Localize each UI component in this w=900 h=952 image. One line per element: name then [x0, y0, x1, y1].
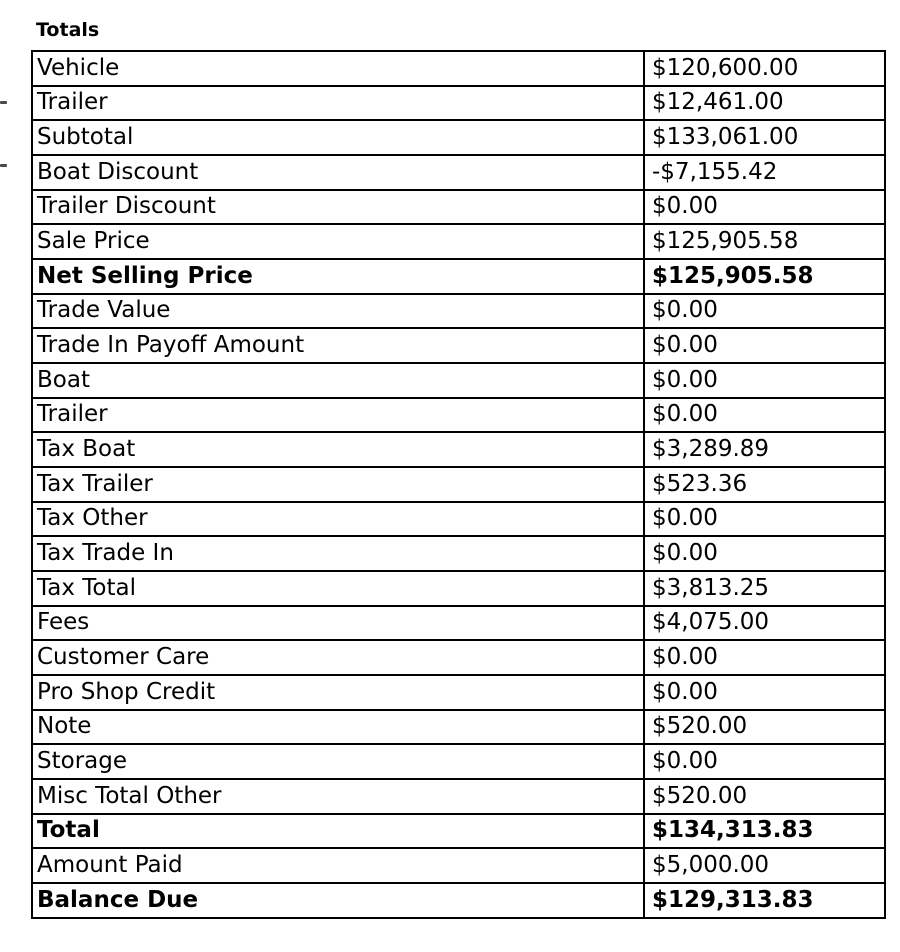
row-value-cell: $5,000.00	[644, 848, 885, 883]
table-row	[32, 120, 885, 155]
table-row	[32, 848, 885, 883]
row-label-cell: Vehicle	[32, 51, 644, 86]
table-row	[32, 536, 885, 571]
totals-table-body	[32, 51, 885, 918]
row-label-cell: Fees	[32, 606, 644, 641]
totals-section-title: Totals	[36, 19, 100, 41]
row-value-cell: $0.00	[644, 675, 885, 710]
row-value-cell: $133,061.00	[644, 120, 885, 155]
table-row	[32, 640, 885, 675]
table-row	[32, 328, 885, 363]
table-row	[32, 86, 885, 121]
table-row	[32, 224, 885, 259]
row-label-cell: Tax Trade In	[32, 536, 644, 571]
row-label-cell: Amount Paid	[32, 848, 644, 883]
row-label-cell: Tax Total	[32, 571, 644, 606]
table-row	[32, 467, 885, 502]
row-value-cell: $520.00	[644, 710, 885, 745]
table-row	[32, 190, 885, 225]
left-edge-tick-mark	[0, 164, 7, 167]
table-row	[32, 432, 885, 467]
table-row	[32, 155, 885, 190]
row-value-cell: $0.00	[644, 640, 885, 675]
row-value-cell: $125,905.58	[644, 224, 885, 259]
row-value-cell: $3,813.25	[644, 571, 885, 606]
row-value-cell: $520.00	[644, 779, 885, 814]
table-row	[32, 744, 885, 779]
row-value-cell: $134,313.83	[644, 814, 885, 849]
table-row	[32, 779, 885, 814]
row-label-cell: Total	[32, 814, 644, 849]
table-row	[32, 502, 885, 537]
row-label-cell: Trailer	[32, 86, 644, 121]
row-value-cell: $0.00	[644, 294, 885, 329]
table-row	[32, 675, 885, 710]
row-label-cell: Boat Discount	[32, 155, 644, 190]
row-value-cell: $0.00	[644, 328, 885, 363]
row-label-cell: Pro Shop Credit	[32, 675, 644, 710]
row-label-cell: Sale Price	[32, 224, 644, 259]
row-value-cell: $125,905.58	[644, 259, 885, 294]
left-edge-tick-mark	[0, 101, 7, 104]
row-value-cell: $523.36	[644, 467, 885, 502]
row-label-cell: Tax Trailer	[32, 467, 644, 502]
table-row	[32, 363, 885, 398]
row-label-cell: Trade In Payoff Amount	[32, 328, 644, 363]
table-row	[32, 710, 885, 745]
table-row	[32, 571, 885, 606]
row-label-cell: Tax Other	[32, 502, 644, 537]
row-value-cell: $0.00	[644, 190, 885, 225]
totals-table	[31, 50, 886, 919]
row-value-cell: $0.00	[644, 363, 885, 398]
row-value-cell: $12,461.00	[644, 86, 885, 121]
row-label-cell: Storage	[32, 744, 644, 779]
row-label-cell: Balance Due	[32, 883, 644, 918]
table-row	[32, 51, 885, 86]
row-label-cell: Note	[32, 710, 644, 745]
row-value-cell: -$7,155.42	[644, 155, 885, 190]
row-label-cell: Subtotal	[32, 120, 644, 155]
row-value-cell: $0.00	[644, 398, 885, 433]
row-label-cell: Boat	[32, 363, 644, 398]
row-value-cell: $0.00	[644, 502, 885, 537]
row-value-cell: $0.00	[644, 744, 885, 779]
row-label-cell: Tax Boat	[32, 432, 644, 467]
row-label-cell: Trade Value	[32, 294, 644, 329]
table-row	[32, 606, 885, 641]
row-label-cell: Trailer	[32, 398, 644, 433]
row-value-cell: $3,289.89	[644, 432, 885, 467]
table-row	[32, 814, 885, 849]
row-label-cell: Misc Total Other	[32, 779, 644, 814]
table-row	[32, 883, 885, 918]
row-label-cell: Trailer Discount	[32, 190, 644, 225]
row-value-cell: $0.00	[644, 536, 885, 571]
table-row	[32, 398, 885, 433]
row-value-cell: $129,313.83	[644, 883, 885, 918]
row-value-cell: $120,600.00	[644, 51, 885, 86]
row-label-cell: Customer Care	[32, 640, 644, 675]
table-row	[32, 294, 885, 329]
row-value-cell: $4,075.00	[644, 606, 885, 641]
table-row	[32, 259, 885, 294]
row-label-cell: Net Selling Price	[32, 259, 644, 294]
